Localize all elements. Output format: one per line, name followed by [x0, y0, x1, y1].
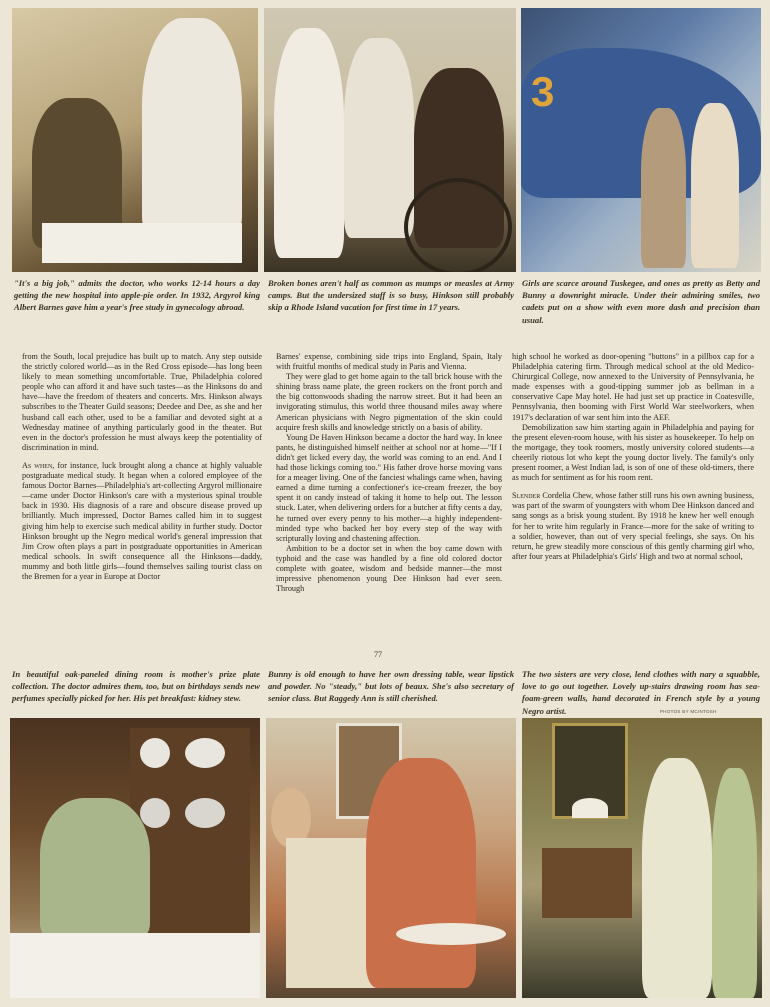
paragraph: Young De Haven Hinkson became a doctor the hard way. In knee pants, he distinguished himself neither at school nor at home—"If I didn't get licked every day, the world was coming to an end. And I had those lickings coming too." His father drove horse moving vans for a meager living. One of the fanciest whalings came when, having earned a dime turning a confectioner's ice-cream freezer, the boy spent it on candy instead of taking it home to help out. The lesson stuck. Later, when delivering orders for a butcher at fifty cents a day, he turned over every penny to his mother—a highly independent-minded type who backed her boy every step of the way with scripturally loving and chastening affection. — [276, 432, 502, 543]
caption-dining-room: In beautiful oak-paneled dining room is mother's prize plate collection. The doctor admires them, too, but on birthdays sends new perfumes specially picked for her. His pet breakfast: kidney stew. — [12, 669, 260, 704]
girls-airplane-photo: 3 — [521, 8, 761, 272]
paragraph: Demobilization saw him starting again in Philadelphia and paying for the present eleven-room house, with his sister as housekeeper. To help on the mortgage, they took roomers, mostly university colored students—a cheerily riotous lot who kept the young doctor lively. The family's only present roomer, a West Indian lad, is son of one of these old-timers, there as much for sentiment as for his room rent. — [512, 422, 754, 483]
caption-dressing-table: Bunny is old enough to have her own dressing table, wear lipstick and powder. No "steady," but lots of beaux. She's also secretary of senior class. But Raggedy Ann is still cherished. — [268, 669, 514, 704]
caption-doctor: "It's a big job," admits the doctor, who works 12-14 hours a day getting the new hospital into apple-pie order. In 1932, Argyrol king Albert Barnes gave him a year's free study in gynecology abroad. — [14, 278, 260, 313]
paragraph: Barnes' expense, combining side trips into England, Spain, Italy with fruitful months of medical study in Paris and Vienna. — [276, 352, 502, 372]
paragraph-text: Cordelia Chew, whose father still runs his own awning business, was part of the swarm of youngsters with whom Dee Hinkson danced and sang songs as a brisk young student. By 1918 he knew her well enough for her to write him regularly in France—more for the sake of writing to a soldier, however, than out of very special feelings, she says. On his return, he grew steadily more conscious of this gently charming girl who, after four years at Philadelphia's Girls' High and two at normal school, — [512, 491, 754, 561]
drawing-room-photo — [522, 718, 762, 998]
paragraph: high school he worked as door-opening "buttons" in a pillbox cap for a Philadelphia catering firm. Through medical school at the old Medico-Chirurgical College, now annexed to the University of Pennsylvania, he made expenses with a good-tipping summer job as bellman in a conservative Cape May hotel. He had just set up practice in Coatesville, Pennsylvania, then booming with First World War steelworkers, when 1917's declaration of war sent him into the AEF. — [512, 352, 754, 422]
caption-wheelchair: Broken bones aren't half as common as mumps or measles at Army camps. But the undersized staff is so busy, Hinkson still probably skip a Rhode Island vacation for first time in 17 years. — [268, 278, 514, 313]
photo-credit: PHOTOS BY MCINTOSH — [660, 709, 717, 714]
text-column-2 — [276, 352, 502, 594]
lead-in: As when, — [22, 460, 55, 470]
nurse-wheelchair-photo — [264, 8, 516, 272]
paragraph — [512, 491, 754, 562]
paragraph-text: for instance, luck brought along a chance at highly valuable postgraduate medical study. It began when a colored employee of the famous Doctor Barnes—Philadelphia's art-collecting Argyrol millionaire—came under Doctor Hinkson's care with a mysterious spinal trouble back in 1930. His diagnosis of a rare and obscure disease proved up brilliantly. Much impressed, Doctor Barnes called him in to suggest giving him help to exercise such medical ability in further study. Doctor Hinkson brought up the Negro medical world's general impression that Jim Crow often plays a part in postgraduate opportunities in American medical schools. In swift consequence all the Hinksons—daddy, mummy and both little girls—found themselves sailing tourist class on the Bremen for a year in Europe at Doctor — [22, 460, 262, 581]
caption-airplane: Girls are scarce around Tuskegee, and ones as pretty as Betty and Bunny a downright miracle. Under their admiring smiles, two cadets put on a show with even more dash and precision than usual. — [522, 278, 760, 325]
text-column-3 — [512, 352, 754, 562]
caption-drawing-room: The two sisters are very close, lend clothes with nary a squabble, love to go out together. Lovely up-stairs drawing room has sea-foam-green walls, hand decorated in French style by a young Negro artist. — [522, 669, 760, 716]
dressing-table-photo — [266, 718, 516, 998]
paragraph: from the South, local prejudice has built up to match. Any step outside the strictly colored world—as in the Red Cross episode—has long been likely to mean something uncomfortable. True, Philadelphia colored people who can afford it and have such tastes—as the Hinksons do and have—have the freedom of theaters and concerts. Mrs. Hinkson always subscribes to the Theater Guild seasons; Deedee and Dee, as she and her husband call each other, used to be a familiar and devoted sight at a Wednesday matinee of anything particularly good in the theater. But even in the doctor's profession he must always keep the potentiality of discrimination in mind. — [22, 352, 262, 452]
paragraph: They were glad to get home again to the tall brick house with the shining brass name plate, the green rockers on the front porch and the big cottonwoods shading the narrow street. But it had been an invigorating stimulus, this world three thousand miles away where American physicians with Negro pigmentation of the skin could acquire fresh skills and knowledge strictly on a basis of ability. — [276, 372, 502, 432]
paragraph — [22, 461, 262, 582]
dining-room-photo — [10, 718, 260, 998]
paragraph: Ambition to be a doctor set in when the boy came down with typhoid and the case was handled by a fine old colored doctor complete with goatee, wisdom and bedside manner—the most impressive phenomenon young Dee Hinkson had ever seen. Through — [276, 543, 502, 594]
doctor-at-desk-photo — [12, 8, 258, 272]
page-number: 77 — [374, 650, 382, 659]
text-column-1 — [22, 352, 262, 582]
lead-in: Slender — [512, 491, 541, 501]
